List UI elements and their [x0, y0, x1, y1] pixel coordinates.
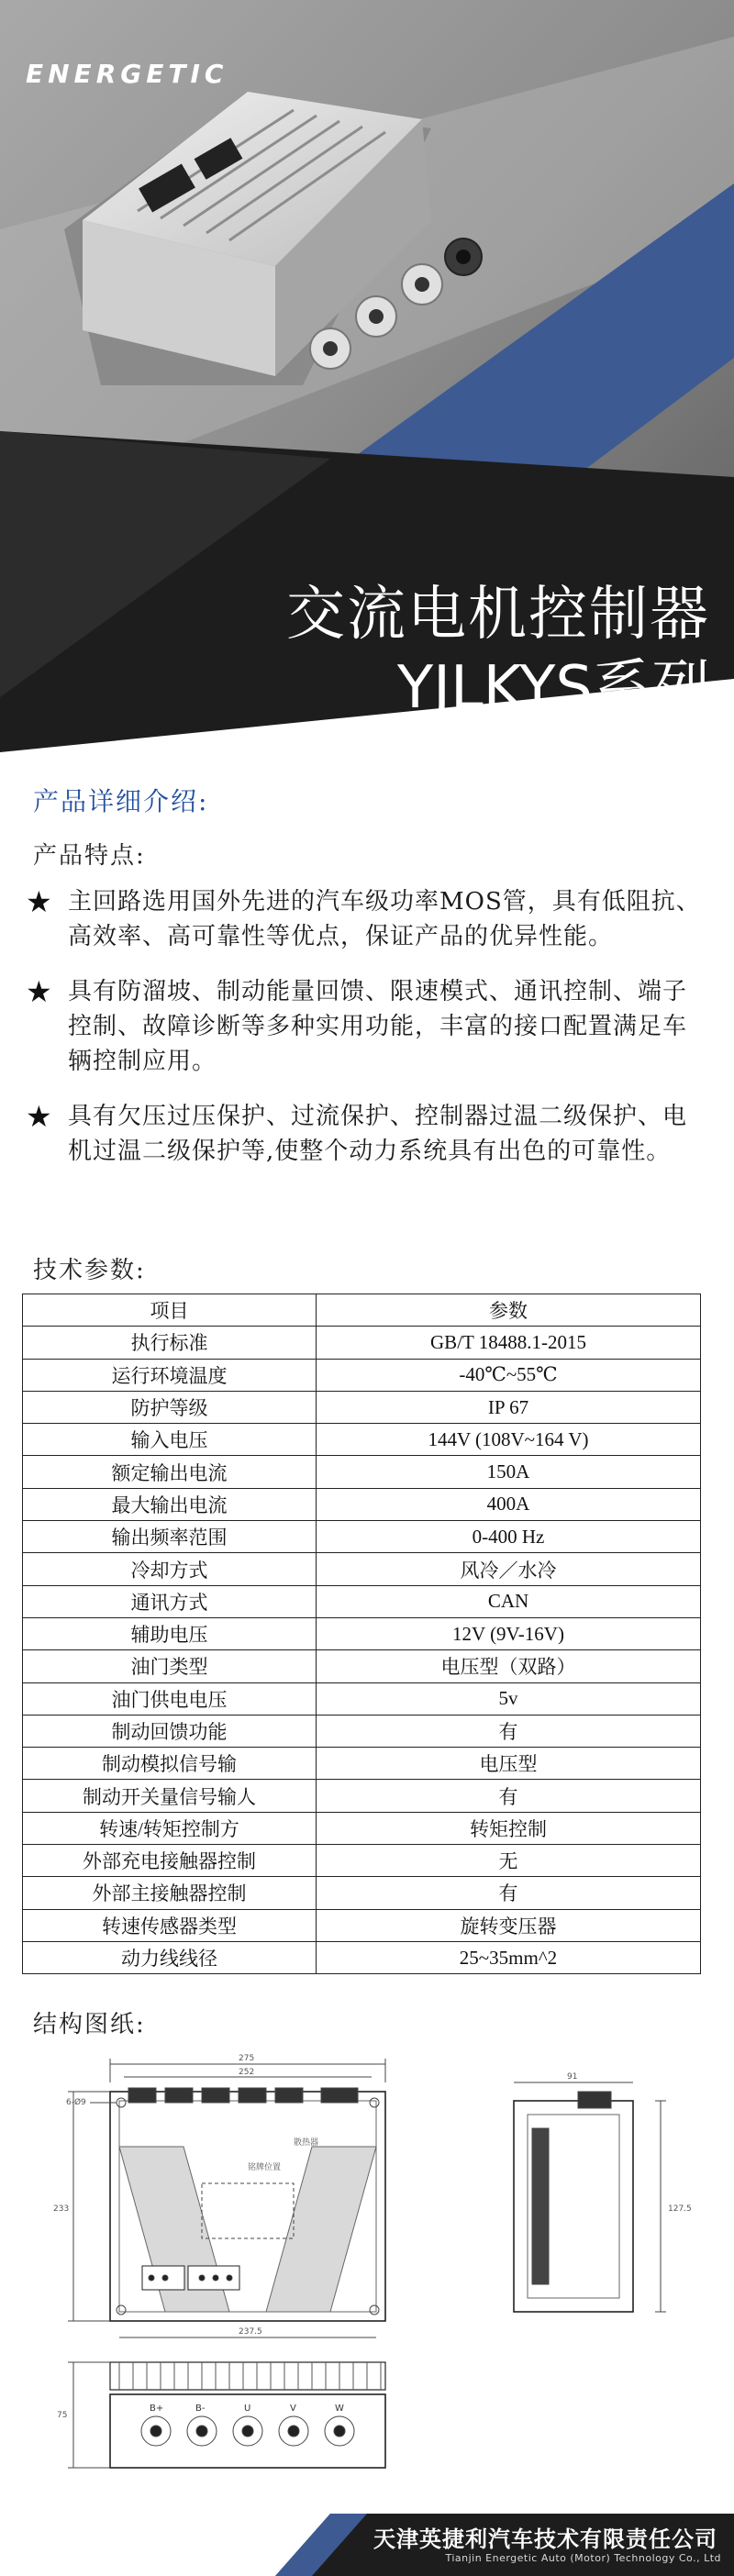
star-icon: ★ — [26, 1099, 52, 1134]
table-row — [23, 1909, 701, 1941]
spec-name: 制动回馈功能 — [23, 1715, 317, 1747]
svg-text:散热器: 散热器 — [294, 2138, 319, 2148]
feature-text: 具有防溜坡、制动能量回馈、限速模式、通讯控制、端子控制、故障诊断等多种实用功能，丰富的接口配置满足车辆控制应用。 — [68, 978, 688, 1075]
svg-text:252: 252 — [239, 2068, 255, 2077]
spec-value: 风冷／水冷 — [317, 1553, 701, 1585]
spec-value: 电压型 — [317, 1748, 701, 1780]
table-row — [23, 1941, 701, 1973]
spec-name: 动力线线径 — [23, 1941, 317, 1973]
table-row — [23, 1456, 701, 1488]
hero-title — [286, 580, 710, 727]
spec-name: 输入电压 — [23, 1424, 317, 1456]
table-row — [23, 1845, 701, 1877]
spec-value: CAN — [317, 1585, 701, 1617]
svg-text:237.5: 237.5 — [239, 2327, 262, 2337]
table-row — [23, 1585, 701, 1617]
side-view — [514, 2072, 692, 2312]
company-name-cn: 天津英捷利汽车技术有限责任公司 — [373, 2526, 717, 2552]
table-header-value: 参数 — [317, 1294, 701, 1327]
feature-text: 具有欠压过压保护、过流保护、控制器过温二级保护、电机过温二级保护等,使整个动力系统具有出色的可靠性。 — [68, 1103, 688, 1165]
spec-name: 运行环境温度 — [23, 1359, 317, 1391]
svg-text:233: 233 — [53, 2204, 70, 2214]
terminal-label: B- — [195, 2404, 206, 2414]
terminal-label: W — [335, 2404, 344, 2414]
structure-heading: 结构图纸: — [33, 2011, 146, 2038]
spec-value: GB/T 18488.1-2015 — [317, 1327, 701, 1359]
spec-value: IP 67 — [317, 1391, 701, 1423]
intro-heading: 产品详细介绍: — [33, 786, 209, 816]
specs-heading: 技术参数: — [33, 1257, 146, 1284]
feature-item — [26, 884, 705, 954]
spec-value: 有 — [317, 1715, 701, 1747]
hero-title-line1: 交流电机控制器 — [286, 581, 710, 649]
spec-name: 防护等级 — [23, 1391, 317, 1423]
spec-name: 油门供电电压 — [23, 1682, 317, 1715]
table-row — [23, 1521, 701, 1553]
specs-table — [22, 1294, 701, 1974]
spec-name: 外部主接触器控制 — [23, 1877, 317, 1909]
spec-value: 电压型（双路） — [317, 1650, 701, 1682]
table-row — [23, 1391, 701, 1423]
table-header-row — [23, 1294, 701, 1327]
table-row — [23, 1617, 701, 1649]
spec-value: 转矩控制 — [317, 1812, 701, 1844]
spec-name: 通讯方式 — [23, 1585, 317, 1617]
spec-name: 执行标准 — [23, 1327, 317, 1359]
spec-value: 5v — [317, 1682, 701, 1715]
features-list — [26, 884, 705, 1189]
spec-name: 外部充电接触器控制 — [23, 1845, 317, 1877]
table-row — [23, 1650, 701, 1682]
spec-name: 最大输出电流 — [23, 1488, 317, 1520]
hero-title-line2: YJLKYS系列 — [396, 654, 710, 722]
features-heading: 产品特点: — [33, 842, 146, 870]
spec-value: 25~35mm^2 — [317, 1941, 701, 1973]
footer — [0, 2514, 734, 2576]
star-icon: ★ — [26, 974, 52, 1009]
spec-name: 油门类型 — [23, 1650, 317, 1682]
spec-name: 转速/转矩控制方 — [23, 1812, 317, 1844]
structure-drawing — [18, 2046, 716, 2504]
table-row — [23, 1424, 701, 1456]
svg-text:75: 75 — [57, 2411, 68, 2420]
spec-value: 有 — [317, 1877, 701, 1909]
spec-name: 转速传感器类型 — [23, 1909, 317, 1941]
spec-value: 150A — [317, 1456, 701, 1488]
spec-value: 有 — [317, 1780, 701, 1812]
table-row — [23, 1488, 701, 1520]
spec-name: 制动开关量信号输人 — [23, 1780, 317, 1812]
svg-text:铭牌位置: 铭牌位置 — [248, 2163, 282, 2172]
svg-text:91: 91 — [567, 2072, 578, 2082]
svg-text:127.5: 127.5 — [668, 2204, 692, 2214]
feature-item — [26, 974, 705, 1079]
table-row — [23, 1715, 701, 1747]
table-row — [23, 1748, 701, 1780]
spec-value: 12V (9V-16V) — [317, 1617, 701, 1649]
brand-logo: ENERGETIC — [26, 59, 228, 89]
spec-value: 0-400 Hz — [317, 1521, 701, 1553]
spec-name: 制动模拟信号输 — [23, 1748, 317, 1780]
spec-name: 输出频率范围 — [23, 1521, 317, 1553]
table-row — [23, 1780, 701, 1812]
company-name-en: Tianjin Energetic Auto (Motor) Technology Co., Ltd — [445, 2552, 721, 2564]
table-row — [23, 1877, 701, 1909]
feature-text: 主回路选用国外先进的汽车级功率MOS管，具有低阻抗、高效率、高可靠性等优点，保证产品的优异性能。 — [68, 888, 701, 950]
spec-value: -40℃~55℃ — [317, 1359, 701, 1391]
terminal-label: V — [290, 2404, 296, 2414]
hero-banner — [0, 0, 734, 752]
svg-text:275: 275 — [239, 2054, 255, 2063]
terminal-label: U — [244, 2404, 251, 2414]
terminal-label: B+ — [150, 2404, 164, 2414]
spec-value: 无 — [317, 1845, 701, 1877]
table-row — [23, 1327, 701, 1359]
svg-text:6-Ø9: 6-Ø9 — [66, 2098, 86, 2107]
dimension-top — [110, 2054, 385, 2082]
spec-name: 辅助电压 — [23, 1617, 317, 1649]
spec-name: 冷却方式 — [23, 1553, 317, 1585]
feature-item — [26, 1099, 705, 1169]
spec-value: 144V (108V~164 V) — [317, 1424, 701, 1456]
table-row — [23, 1359, 701, 1391]
star-icon: ★ — [26, 884, 52, 919]
table-header-item: 项目 — [23, 1294, 317, 1327]
table-row — [23, 1812, 701, 1844]
table-row — [23, 1553, 701, 1585]
table-row — [23, 1682, 701, 1715]
front-view — [57, 2362, 385, 2468]
spec-value: 旋转变压器 — [317, 1909, 701, 1941]
spec-name: 额定输出电流 — [23, 1456, 317, 1488]
top-view — [53, 2088, 385, 2337]
spec-value: 400A — [317, 1488, 701, 1520]
